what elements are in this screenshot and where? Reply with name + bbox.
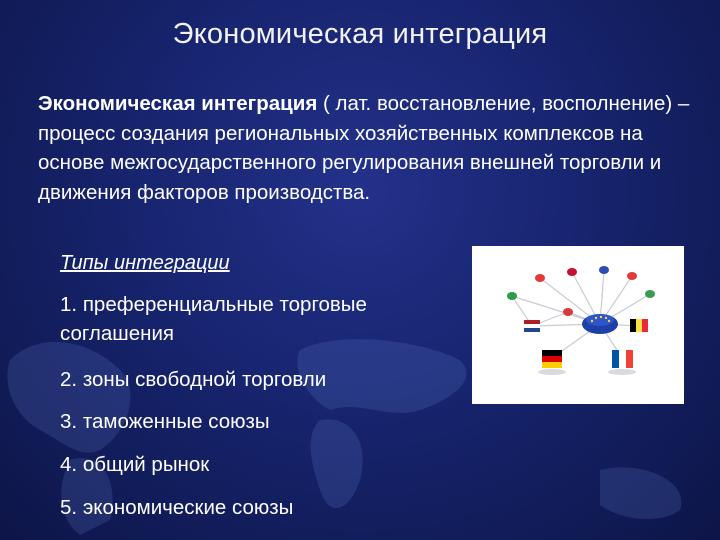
list-item-number: 4.	[60, 453, 78, 476]
list-item-number: 3.	[60, 410, 78, 433]
flag-netherlands	[524, 320, 540, 332]
list-item-label: общий рынок	[82, 453, 210, 476]
definition-text: ( лат. восстановление, восполнение) – процесс создания региональных хозяйственных комплексов на основе межгосударственного регулирования внешней торговли и движения факторов производства.	[38, 92, 690, 204]
list-item-label: зоны свободной торговли	[82, 368, 327, 391]
definition-paragraph	[38, 89, 698, 207]
flag-france	[612, 350, 633, 368]
flag-belgium	[630, 319, 648, 332]
list-item	[60, 493, 460, 522]
list-item-number: 1.	[60, 293, 78, 316]
list-item-label: таможенные союзы	[82, 410, 270, 433]
list-item	[60, 407, 460, 436]
list-item-label: преференциальные торговые соглашения	[60, 293, 367, 345]
list-item-number: 2.	[60, 368, 78, 391]
list-item	[60, 365, 460, 394]
list-item-number: 5.	[60, 496, 78, 519]
network-of-flags-icon	[472, 246, 684, 404]
list-item	[60, 450, 460, 479]
definition-term: Экономическая интеграция	[38, 92, 318, 115]
types-heading: Типы интеграции	[60, 252, 230, 274]
list-item-label: экономические союзы	[82, 496, 294, 519]
integration-network-image	[472, 246, 684, 404]
slide-title: Экономическая интеграция	[172, 18, 548, 50]
flag-germany	[542, 350, 562, 368]
list-item	[60, 290, 460, 348]
